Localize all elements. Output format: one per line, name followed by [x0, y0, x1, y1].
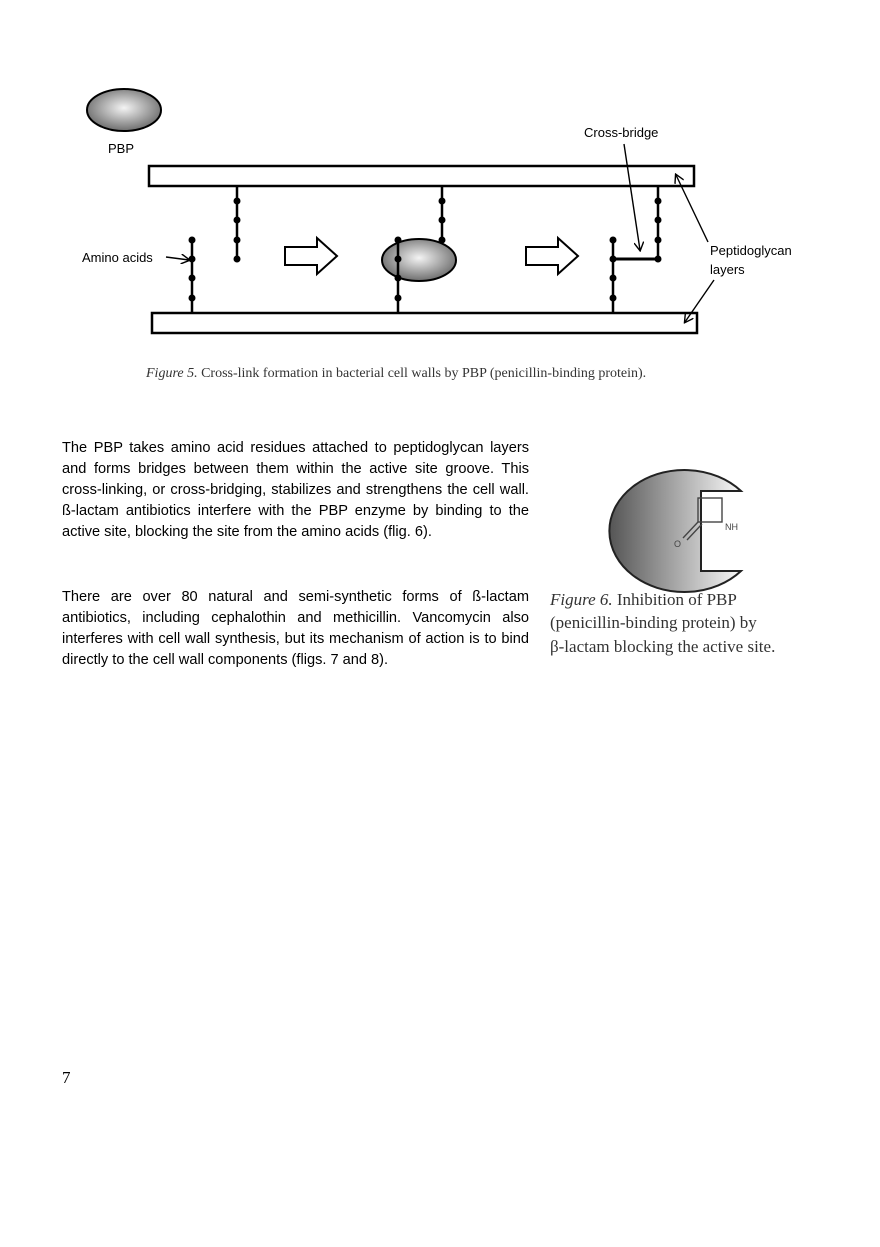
- amino-acid-chain: [189, 237, 196, 314]
- figure-6-caption-line1: Figure 6. Inhibition of PBP: [550, 590, 737, 609]
- o-label: O: [674, 539, 682, 549]
- body-paragraph-beta-lactam: There are over 80 natural and semi-synthetic forms of ß-lactam antibiotics, including cephalothin and methicillin. Vancomycin also interferes with cell wall synthesis, but its mechanism of action is to bind directly to the cell wall components (fligs. 7 and 8).: [62, 589, 529, 668]
- pbp-enzyme-bound-shape: [382, 239, 456, 281]
- figure-6-inhibition-diagram: [548, 448, 838, 663]
- amino-acid-chain: [655, 186, 662, 263]
- figure-5-caption: Figure 5. Cross-link formation in bacterial cell walls by PBP (penicillin-binding protein).: [146, 366, 647, 381]
- process-arrow-icon: [285, 238, 337, 274]
- peptidoglycan-pointer-bottom: [685, 280, 714, 322]
- peptidoglycan-label-line1: Peptidoglycan: [710, 243, 792, 258]
- nh-label: NH: [725, 522, 738, 532]
- peptidoglycan-layer-bottom: [152, 313, 697, 333]
- figure-5-cross-link-diagram: [72, 80, 812, 395]
- figure-6-caption-line3: β-lactam blocking the active site.: [550, 637, 776, 656]
- pbp-label: PBP: [108, 141, 135, 156]
- amino-acid-chain: [234, 186, 241, 263]
- peptidoglycan-label-line2: layers: [710, 262, 745, 277]
- pbp-enzyme-shape: [87, 89, 161, 131]
- page-number: 7: [62, 1068, 71, 1087]
- amino-acids-label: Amino acids: [82, 250, 153, 265]
- peptidoglycan-layer-top: [149, 166, 694, 186]
- cross-bridge-label: Cross-bridge: [584, 125, 659, 140]
- figure-6-caption-line2: (penicillin-binding protein) by: [550, 613, 757, 632]
- pbp-enzyme-notched-shape: [609, 470, 741, 592]
- cross-bridge-pointer: [624, 144, 640, 250]
- body-paragraph-pbp: The PBP takes amino acid residues attached to peptidoglycan layers and forms bridges between them within the active site groove. This cross-linking, or cross-bridging, stabilizes and strengthens the cell wall. ß-lactam antibiotics interfere with the PBP enzyme by binding to the active site, blocking the site from the amino acids (flig. 6).: [62, 440, 529, 540]
- process-arrow-icon: [526, 238, 578, 274]
- amino-acids-pointer: [166, 257, 189, 260]
- amino-acid-chain: [610, 237, 617, 314]
